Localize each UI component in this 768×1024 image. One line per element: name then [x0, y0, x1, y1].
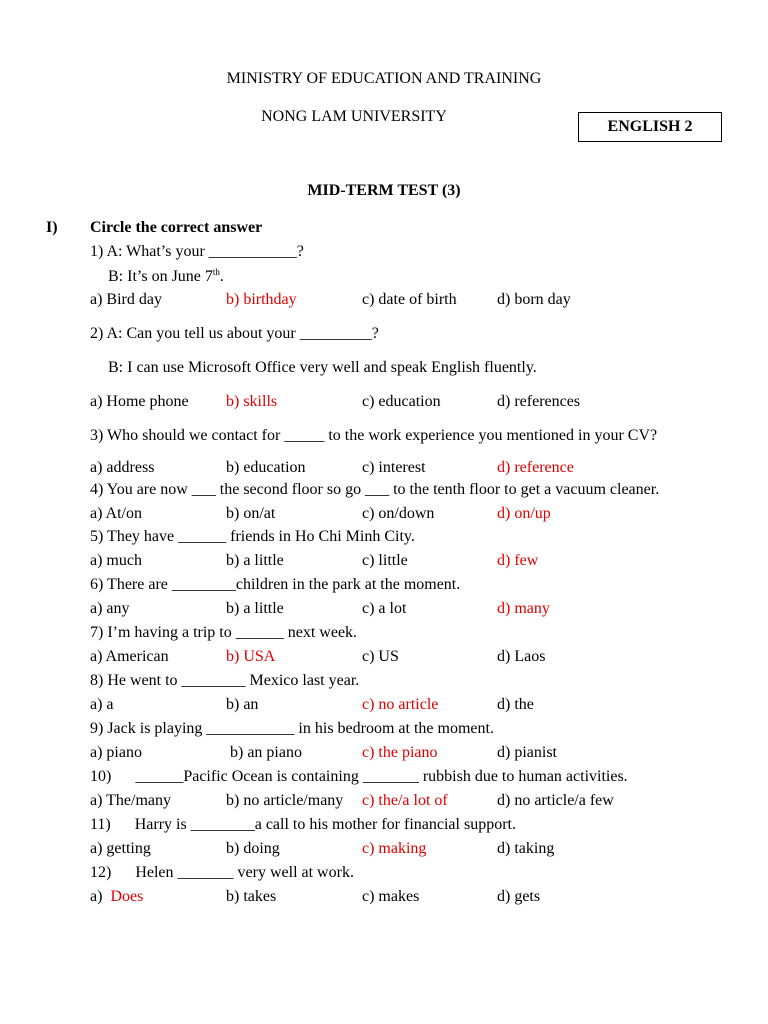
q7-option-b[interactable]: b) USA [226, 648, 276, 665]
q12-line-1: 12) Helen _______ very well at work. [90, 864, 354, 881]
q4-line-1: 4) You are now ___ the second floor so go ___ to the tenth floor to get a vacuum cleaner. [90, 481, 660, 498]
q4-option-b[interactable]: b) on/at [226, 505, 276, 522]
ministry-heading: MINISTRY OF EDUCATION AND TRAINING [226, 70, 542, 87]
q9-option-c[interactable]: c) the piano [362, 744, 438, 761]
q11-option-b[interactable]: b) doing [226, 840, 280, 857]
q2-line-2: B: I can use Microsoft Office very well and speak English fluently. [108, 359, 537, 376]
q11-option-c[interactable]: c) making [362, 840, 427, 857]
q12-option-a[interactable]: a) Does [90, 888, 144, 905]
q11-option-d[interactable]: d) taking [497, 840, 555, 857]
q2-option-a[interactable]: a) Home phone [90, 393, 189, 410]
q7-option-c[interactable]: c) US [362, 648, 399, 665]
q8-option-d[interactable]: d) the [497, 696, 534, 713]
q10-option-c[interactable]: c) the/a lot of [362, 792, 448, 809]
q2-option-c[interactable]: c) education [362, 393, 441, 410]
q5-option-c[interactable]: c) little [362, 552, 408, 569]
q4-option-d[interactable]: d) on/up [497, 505, 551, 522]
q7-option-d[interactable]: d) Laos [497, 648, 546, 665]
q10-option-b[interactable]: b) no article/many [226, 792, 344, 809]
section-title: Circle the correct answer [90, 219, 263, 236]
q10-option-a[interactable]: a) The/many [90, 792, 172, 809]
q2-line-1: 2) A: Can you tell us about your _________? [90, 325, 379, 342]
q1-option-a[interactable]: a) Bird day [90, 291, 162, 308]
q12-option-d[interactable]: d) gets [497, 888, 541, 905]
section-number: I) [46, 219, 58, 236]
q8-line-1: 8) He went to ________ Mexico last year. [90, 672, 360, 689]
q8-option-b[interactable]: b) an [226, 696, 259, 713]
university-heading: NONG LAM UNIVERSITY [261, 108, 447, 125]
q5-option-b[interactable]: b) a little [226, 552, 284, 569]
q1-option-c[interactable]: c) date of birth [362, 291, 457, 308]
q9-line-1: 9) Jack is playing ___________ in his bedroom at the moment. [90, 720, 494, 737]
q5-option-d[interactable]: d) few [497, 552, 539, 569]
q3-option-b[interactable]: b) education [226, 459, 306, 476]
q4-option-a[interactable]: a) At/on [90, 505, 142, 522]
q3-option-d[interactable]: d) reference [497, 459, 574, 476]
q1-line-2: B: It’s on June 7th. [108, 267, 224, 285]
q9-option-d[interactable]: d) pianist [497, 744, 557, 761]
q2-option-b[interactable]: b) skills [226, 393, 278, 410]
q11-line-1: 11) Harry is ________a call to his mother for financial support. [90, 816, 516, 833]
q11-option-a[interactable]: a) getting [90, 840, 151, 857]
q6-line-1: 6) There are ________children in the park at the moment. [90, 576, 461, 593]
q3-option-c[interactable]: c) interest [362, 459, 426, 476]
q1-line-1: 1) A: What’s your ___________? [90, 243, 304, 260]
q7-option-a[interactable]: a) American [90, 648, 169, 665]
q1-option-d[interactable]: d) born day [497, 291, 571, 308]
q8-option-a[interactable]: a) a [90, 696, 114, 713]
q10-option-d[interactable]: d) no article/a few [497, 792, 614, 809]
q5-line-1: 5) They have ______ friends in Ho Chi Minh City. [90, 528, 415, 545]
q6-option-c[interactable]: c) a lot [362, 600, 407, 617]
test-title: MID-TERM TEST (3) [307, 182, 461, 199]
q4-option-c[interactable]: c) on/down [362, 505, 435, 522]
q3-line-1: 3) Who should we contact for _____ to the work experience you mentioned in your CV? [90, 427, 658, 444]
q6-option-b[interactable]: b) a little [226, 600, 284, 617]
q10-line-1: 10) ______Pacific Ocean is containing _______ rubbish due to human activities. [90, 768, 628, 785]
q2-option-d[interactable]: d) references [497, 393, 581, 410]
q12-option-b[interactable]: b) takes [226, 888, 277, 905]
q12-option-c[interactable]: c) makes [362, 888, 420, 905]
q9-option-a[interactable]: a) piano [90, 744, 142, 761]
q1-option-b[interactable]: b) birthday [226, 291, 297, 308]
q6-option-d[interactable]: d) many [497, 600, 550, 617]
q7-line-1: 7) I’m having a trip to ______ next week. [90, 624, 358, 641]
course-box: ENGLISH 2 [578, 112, 722, 142]
q6-option-a[interactable]: a) any [90, 600, 130, 617]
q9-option-b[interactable]: b) an piano [230, 744, 302, 761]
q5-option-a[interactable]: a) much [90, 552, 142, 569]
q8-option-c[interactable]: c) no article [362, 696, 439, 713]
q3-option-a[interactable]: a) address [90, 459, 155, 476]
